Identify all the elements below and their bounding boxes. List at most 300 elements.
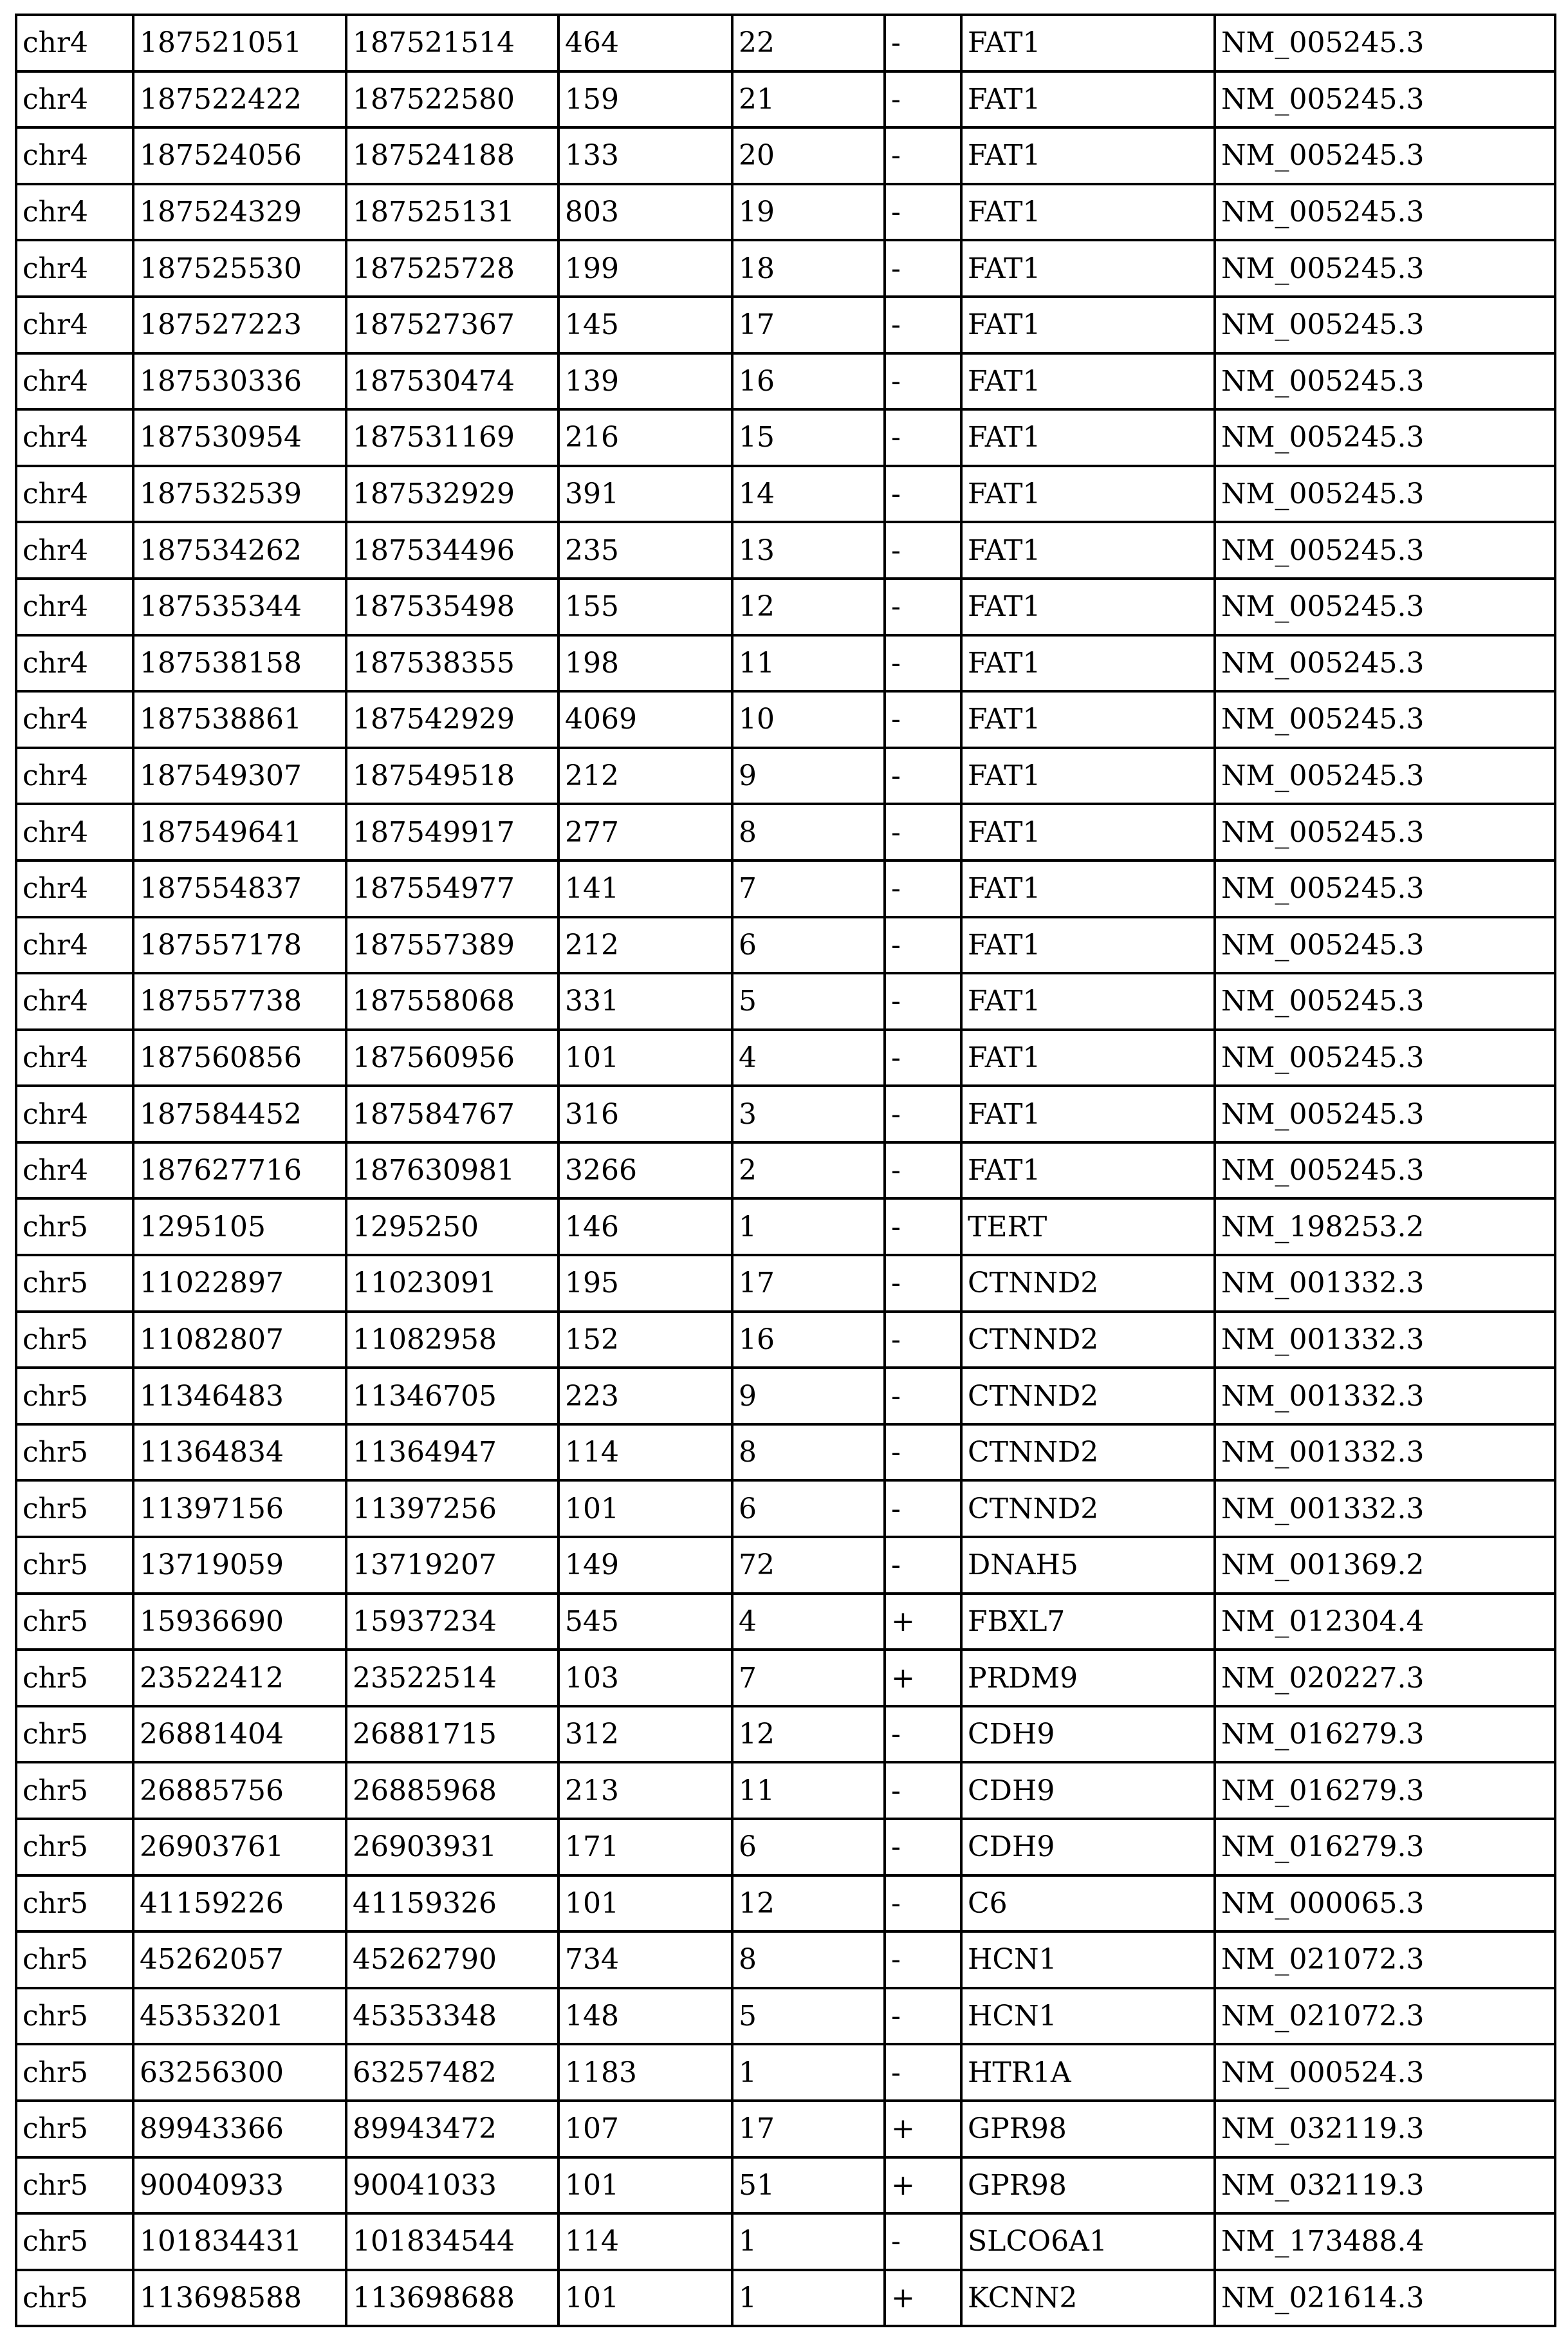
chrom-cell: chr5 <box>16 2213 133 2270</box>
gene-cell: CDH9 <box>961 1706 1215 1763</box>
length-cell: 1183 <box>558 2044 732 2101</box>
length-cell: 101 <box>558 1875 732 1932</box>
table-row <box>16 1424 1555 1481</box>
strand-cell: - <box>885 1255 961 1312</box>
gene-cell: GPR98 <box>961 2157 1215 2214</box>
strand-cell: + <box>885 1594 961 1650</box>
gene-cell: DNAH5 <box>961 1537 1215 1594</box>
chrom-cell: chr5 <box>16 2044 133 2101</box>
start-cell: 63256300 <box>133 2044 346 2101</box>
length-cell: 114 <box>558 2213 732 2270</box>
transcript-cell: NM_005245.3 <box>1215 1030 1555 1086</box>
length-cell: 171 <box>558 1819 732 1875</box>
end-cell: 45262790 <box>346 1931 558 1988</box>
chrom-cell: chr4 <box>16 635 133 692</box>
start-cell: 45353201 <box>133 1988 346 2045</box>
chrom-cell: chr5 <box>16 1762 133 1819</box>
strand-cell: - <box>885 1988 961 2045</box>
transcript-cell: NM_001332.3 <box>1215 1312 1555 1368</box>
gene-cell: HTR1A <box>961 2044 1215 2101</box>
transcript-cell: NM_005245.3 <box>1215 1142 1555 1199</box>
transcript-cell: NM_005245.3 <box>1215 184 1555 241</box>
gene-cell: FAT1 <box>961 353 1215 410</box>
table-row <box>16 1650 1555 1706</box>
length-cell: 803 <box>558 184 732 241</box>
exon-number-cell: 4 <box>732 1594 885 1650</box>
table-row <box>16 184 1555 241</box>
gene-cell: FAT1 <box>961 635 1215 692</box>
start-cell: 90040933 <box>133 2157 346 2214</box>
gene-cell: FAT1 <box>961 1142 1215 1199</box>
start-cell: 187554837 <box>133 860 346 917</box>
transcript-cell: NM_021072.3 <box>1215 1931 1555 1988</box>
strand-cell: + <box>885 2270 961 2327</box>
transcript-cell: NM_005245.3 <box>1215 466 1555 523</box>
start-cell: 187532539 <box>133 466 346 523</box>
end-cell: 187521514 <box>346 15 558 71</box>
start-cell: 187524056 <box>133 127 346 184</box>
start-cell: 11346483 <box>133 1368 346 1424</box>
chrom-cell: chr4 <box>16 579 133 635</box>
end-cell: 26881715 <box>346 1706 558 1763</box>
start-cell: 113698588 <box>133 2270 346 2327</box>
exon-table-container <box>15 14 1554 2327</box>
strand-cell: - <box>885 297 961 353</box>
start-cell: 11397156 <box>133 1480 346 1537</box>
end-cell: 26885968 <box>346 1762 558 1819</box>
length-cell: 212 <box>558 748 732 805</box>
strand-cell: - <box>885 1706 961 1763</box>
exon-number-cell: 16 <box>732 353 885 410</box>
start-cell: 187627716 <box>133 1142 346 1199</box>
strand-cell: - <box>885 917 961 974</box>
exon-table <box>15 14 1556 2327</box>
strand-cell: - <box>885 973 961 1030</box>
strand-cell: - <box>885 1819 961 1875</box>
chrom-cell: chr4 <box>16 297 133 353</box>
end-cell: 187535498 <box>346 579 558 635</box>
exon-number-cell: 12 <box>732 1706 885 1763</box>
length-cell: 198 <box>558 635 732 692</box>
transcript-cell: NM_005245.3 <box>1215 917 1555 974</box>
exon-number-cell: 21 <box>732 71 885 128</box>
transcript-cell: NM_005245.3 <box>1215 860 1555 917</box>
transcript-cell: NM_001332.3 <box>1215 1424 1555 1481</box>
start-cell: 187560856 <box>133 1030 346 1086</box>
end-cell: 187554977 <box>346 860 558 917</box>
table-row <box>16 691 1555 748</box>
start-cell: 101834431 <box>133 2213 346 2270</box>
table-row <box>16 635 1555 692</box>
start-cell: 187524329 <box>133 184 346 241</box>
length-cell: 195 <box>558 1255 732 1312</box>
chrom-cell: chr5 <box>16 1255 133 1312</box>
length-cell: 148 <box>558 1988 732 2045</box>
table-row <box>16 1368 1555 1424</box>
end-cell: 187557389 <box>346 917 558 974</box>
transcript-cell: NM_032119.3 <box>1215 2157 1555 2214</box>
table-row <box>16 2213 1555 2270</box>
exon-number-cell: 18 <box>732 240 885 297</box>
start-cell: 26903761 <box>133 1819 346 1875</box>
gene-cell: FAT1 <box>961 579 1215 635</box>
start-cell: 187557738 <box>133 973 346 1030</box>
table-row <box>16 579 1555 635</box>
gene-cell: GPR98 <box>961 2101 1215 2157</box>
table-row <box>16 1931 1555 1988</box>
strand-cell: - <box>885 466 961 523</box>
transcript-cell: NM_021072.3 <box>1215 1988 1555 2045</box>
strand-cell: + <box>885 1650 961 1706</box>
table-row <box>16 804 1555 860</box>
strand-cell: - <box>885 1424 961 1481</box>
chrom-cell: chr5 <box>16 1537 133 1594</box>
end-cell: 89943472 <box>346 2101 558 2157</box>
strand-cell: - <box>885 1198 961 1255</box>
transcript-cell: NM_198253.2 <box>1215 1198 1555 1255</box>
strand-cell: - <box>885 635 961 692</box>
length-cell: 316 <box>558 1086 732 1142</box>
chrom-cell: chr5 <box>16 2101 133 2157</box>
table-row <box>16 1142 1555 1199</box>
chrom-cell: chr4 <box>16 917 133 974</box>
start-cell: 187522422 <box>133 71 346 128</box>
exon-number-cell: 11 <box>732 1762 885 1819</box>
length-cell: 212 <box>558 917 732 974</box>
exon-number-cell: 12 <box>732 1875 885 1932</box>
start-cell: 187527223 <box>133 297 346 353</box>
exon-number-cell: 5 <box>732 973 885 1030</box>
exon-number-cell: 1 <box>732 2270 885 2327</box>
transcript-cell: NM_005245.3 <box>1215 409 1555 466</box>
start-cell: 41159226 <box>133 1875 346 1932</box>
exon-number-cell: 15 <box>732 409 885 466</box>
length-cell: 114 <box>558 1424 732 1481</box>
chrom-cell: chr4 <box>16 240 133 297</box>
exon-number-cell: 7 <box>732 860 885 917</box>
end-cell: 187527367 <box>346 297 558 353</box>
strand-cell: - <box>885 127 961 184</box>
strand-cell: - <box>885 522 961 579</box>
chrom-cell: chr5 <box>16 1875 133 1932</box>
table-row <box>16 240 1555 297</box>
start-cell: 11022897 <box>133 1255 346 1312</box>
transcript-cell: NM_005245.3 <box>1215 635 1555 692</box>
end-cell: 11082958 <box>346 1312 558 1368</box>
end-cell: 13719207 <box>346 1537 558 1594</box>
table-row <box>16 1312 1555 1368</box>
strand-cell: - <box>885 748 961 805</box>
transcript-cell: NM_016279.3 <box>1215 1706 1555 1763</box>
strand-cell: - <box>885 15 961 71</box>
end-cell: 15937234 <box>346 1594 558 1650</box>
start-cell: 45262057 <box>133 1931 346 1988</box>
chrom-cell: chr4 <box>16 1086 133 1142</box>
start-cell: 187538158 <box>133 635 346 692</box>
start-cell: 23522412 <box>133 1650 346 1706</box>
end-cell: 187584767 <box>346 1086 558 1142</box>
transcript-cell: NM_005245.3 <box>1215 522 1555 579</box>
exon-number-cell: 12 <box>732 579 885 635</box>
table-row <box>16 15 1555 71</box>
transcript-cell: NM_005245.3 <box>1215 579 1555 635</box>
exon-number-cell: 9 <box>732 1368 885 1424</box>
gene-cell: HCN1 <box>961 1988 1215 2045</box>
table-row <box>16 127 1555 184</box>
start-cell: 26881404 <box>133 1706 346 1763</box>
gene-cell: CDH9 <box>961 1819 1215 1875</box>
end-cell: 187630981 <box>346 1142 558 1199</box>
strand-cell: - <box>885 804 961 860</box>
table-row <box>16 1706 1555 1763</box>
start-cell: 187530336 <box>133 353 346 410</box>
gene-cell: C6 <box>961 1875 1215 1932</box>
chrom-cell: chr4 <box>16 184 133 241</box>
exon-number-cell: 10 <box>732 691 885 748</box>
start-cell: 187534262 <box>133 522 346 579</box>
end-cell: 26903931 <box>346 1819 558 1875</box>
end-cell: 187530474 <box>346 353 558 410</box>
end-cell: 187542929 <box>346 691 558 748</box>
start-cell: 187549641 <box>133 804 346 860</box>
start-cell: 13719059 <box>133 1537 346 1594</box>
length-cell: 107 <box>558 2101 732 2157</box>
end-cell: 187538355 <box>346 635 558 692</box>
length-cell: 139 <box>558 353 732 410</box>
gene-cell: FAT1 <box>961 71 1215 128</box>
strand-cell: - <box>885 1030 961 1086</box>
table-row <box>16 860 1555 917</box>
exon-number-cell: 16 <box>732 1312 885 1368</box>
start-cell: 15936690 <box>133 1594 346 1650</box>
start-cell: 187530954 <box>133 409 346 466</box>
start-cell: 89943366 <box>133 2101 346 2157</box>
chrom-cell: chr4 <box>16 409 133 466</box>
strand-cell: - <box>885 1931 961 1988</box>
end-cell: 101834544 <box>346 2213 558 2270</box>
transcript-cell: NM_001332.3 <box>1215 1480 1555 1537</box>
end-cell: 11364947 <box>346 1424 558 1481</box>
end-cell: 187525728 <box>346 240 558 297</box>
gene-cell: FAT1 <box>961 691 1215 748</box>
table-row <box>16 522 1555 579</box>
exon-number-cell: 13 <box>732 522 885 579</box>
table-row <box>16 1594 1555 1650</box>
chrom-cell: chr4 <box>16 748 133 805</box>
end-cell: 90041033 <box>346 2157 558 2214</box>
length-cell: 149 <box>558 1537 732 1594</box>
length-cell: 101 <box>558 1480 732 1537</box>
end-cell: 187558068 <box>346 973 558 1030</box>
transcript-cell: NM_001332.3 <box>1215 1255 1555 1312</box>
chrom-cell: chr5 <box>16 1480 133 1537</box>
end-cell: 187532929 <box>346 466 558 523</box>
table-row <box>16 1030 1555 1086</box>
length-cell: 734 <box>558 1931 732 1988</box>
exon-number-cell: 11 <box>732 635 885 692</box>
exon-number-cell: 72 <box>732 1537 885 1594</box>
transcript-cell: NM_016279.3 <box>1215 1762 1555 1819</box>
transcript-cell: NM_005245.3 <box>1215 297 1555 353</box>
start-cell: 11364834 <box>133 1424 346 1481</box>
transcript-cell: NM_005245.3 <box>1215 15 1555 71</box>
table-row <box>16 2157 1555 2214</box>
length-cell: 235 <box>558 522 732 579</box>
length-cell: 103 <box>558 1650 732 1706</box>
transcript-cell: NM_000524.3 <box>1215 2044 1555 2101</box>
exon-number-cell: 1 <box>732 2213 885 2270</box>
chrom-cell: chr4 <box>16 804 133 860</box>
end-cell: 187534496 <box>346 522 558 579</box>
table-row <box>16 1480 1555 1537</box>
gene-cell: FAT1 <box>961 297 1215 353</box>
exon-number-cell: 6 <box>732 917 885 974</box>
exon-number-cell: 8 <box>732 804 885 860</box>
table-row <box>16 2044 1555 2101</box>
transcript-cell: NM_005245.3 <box>1215 691 1555 748</box>
chrom-cell: chr4 <box>16 466 133 523</box>
table-row <box>16 1819 1555 1875</box>
transcript-cell: NM_032119.3 <box>1215 2101 1555 2157</box>
end-cell: 187531169 <box>346 409 558 466</box>
length-cell: 3266 <box>558 1142 732 1199</box>
table-body <box>16 15 1555 2326</box>
chrom-cell: chr4 <box>16 127 133 184</box>
chrom-cell: chr4 <box>16 522 133 579</box>
chrom-cell: chr4 <box>16 860 133 917</box>
start-cell: 187549307 <box>133 748 346 805</box>
end-cell: 187549917 <box>346 804 558 860</box>
gene-cell: CTNND2 <box>961 1255 1215 1312</box>
chrom-cell: chr4 <box>16 353 133 410</box>
gene-cell: CTNND2 <box>961 1424 1215 1481</box>
gene-cell: FAT1 <box>961 1086 1215 1142</box>
end-cell: 187522580 <box>346 71 558 128</box>
strand-cell: - <box>885 1480 961 1537</box>
chrom-cell: chr5 <box>16 1931 133 1988</box>
transcript-cell: NM_016279.3 <box>1215 1819 1555 1875</box>
strand-cell: - <box>885 2213 961 2270</box>
start-cell: 11082807 <box>133 1312 346 1368</box>
transcript-cell: NM_173488.4 <box>1215 2213 1555 2270</box>
gene-cell: CTNND2 <box>961 1480 1215 1537</box>
length-cell: 145 <box>558 297 732 353</box>
gene-cell: FAT1 <box>961 860 1215 917</box>
end-cell: 1295250 <box>346 1198 558 1255</box>
gene-cell: TERT <box>961 1198 1215 1255</box>
strand-cell: - <box>885 1875 961 1932</box>
exon-number-cell: 17 <box>732 1255 885 1312</box>
length-cell: 216 <box>558 409 732 466</box>
table-row <box>16 973 1555 1030</box>
exon-number-cell: 5 <box>732 1988 885 2045</box>
length-cell: 277 <box>558 804 732 860</box>
strand-cell: - <box>885 409 961 466</box>
chrom-cell: chr4 <box>16 973 133 1030</box>
chrom-cell: chr5 <box>16 1650 133 1706</box>
chrom-cell: chr4 <box>16 1142 133 1199</box>
start-cell: 187535344 <box>133 579 346 635</box>
strand-cell: - <box>885 2044 961 2101</box>
transcript-cell: NM_005245.3 <box>1215 127 1555 184</box>
length-cell: 141 <box>558 860 732 917</box>
transcript-cell: NM_005245.3 <box>1215 240 1555 297</box>
end-cell: 41159326 <box>346 1875 558 1932</box>
gene-cell: HCN1 <box>961 1931 1215 1988</box>
table-row <box>16 297 1555 353</box>
length-cell: 101 <box>558 2157 732 2214</box>
strand-cell: - <box>885 71 961 128</box>
length-cell: 133 <box>558 127 732 184</box>
exon-number-cell: 51 <box>732 2157 885 2214</box>
end-cell: 23522514 <box>346 1650 558 1706</box>
table-row <box>16 1198 1555 1255</box>
length-cell: 4069 <box>558 691 732 748</box>
gene-cell: FAT1 <box>961 748 1215 805</box>
table-row <box>16 466 1555 523</box>
gene-cell: FAT1 <box>961 127 1215 184</box>
end-cell: 63257482 <box>346 2044 558 2101</box>
end-cell: 187524188 <box>346 127 558 184</box>
exon-number-cell: 19 <box>732 184 885 241</box>
start-cell: 187584452 <box>133 1086 346 1142</box>
end-cell: 187560956 <box>346 1030 558 1086</box>
exon-number-cell: 2 <box>732 1142 885 1199</box>
start-cell: 187538861 <box>133 691 346 748</box>
chrom-cell: chr5 <box>16 1424 133 1481</box>
length-cell: 159 <box>558 71 732 128</box>
start-cell: 187525530 <box>133 240 346 297</box>
exon-number-cell: 4 <box>732 1030 885 1086</box>
strand-cell: + <box>885 2101 961 2157</box>
table-row <box>16 1537 1555 1594</box>
strand-cell: - <box>885 1368 961 1424</box>
exon-number-cell: 22 <box>732 15 885 71</box>
strand-cell: - <box>885 1537 961 1594</box>
gene-cell: FAT1 <box>961 973 1215 1030</box>
exon-number-cell: 7 <box>732 1650 885 1706</box>
end-cell: 187549518 <box>346 748 558 805</box>
gene-cell: FBXL7 <box>961 1594 1215 1650</box>
transcript-cell: NM_005245.3 <box>1215 804 1555 860</box>
table-row <box>16 917 1555 974</box>
transcript-cell: NM_001369.2 <box>1215 1537 1555 1594</box>
exon-number-cell: 17 <box>732 2101 885 2157</box>
table-row <box>16 409 1555 466</box>
transcript-cell: NM_001332.3 <box>1215 1368 1555 1424</box>
length-cell: 152 <box>558 1312 732 1368</box>
strand-cell: - <box>885 691 961 748</box>
end-cell: 11023091 <box>346 1255 558 1312</box>
strand-cell: - <box>885 184 961 241</box>
gene-cell: FAT1 <box>961 804 1215 860</box>
length-cell: 331 <box>558 973 732 1030</box>
gene-cell: CTNND2 <box>961 1312 1215 1368</box>
transcript-cell: NM_012304.4 <box>1215 1594 1555 1650</box>
transcript-cell: NM_005245.3 <box>1215 748 1555 805</box>
chrom-cell: chr4 <box>16 691 133 748</box>
start-cell: 187521051 <box>133 15 346 71</box>
length-cell: 545 <box>558 1594 732 1650</box>
start-cell: 26885756 <box>133 1762 346 1819</box>
transcript-cell: NM_005245.3 <box>1215 71 1555 128</box>
table-row <box>16 353 1555 410</box>
chrom-cell: chr4 <box>16 71 133 128</box>
chrom-cell: chr5 <box>16 1594 133 1650</box>
length-cell: 213 <box>558 1762 732 1819</box>
gene-cell: FAT1 <box>961 522 1215 579</box>
chrom-cell: chr4 <box>16 15 133 71</box>
